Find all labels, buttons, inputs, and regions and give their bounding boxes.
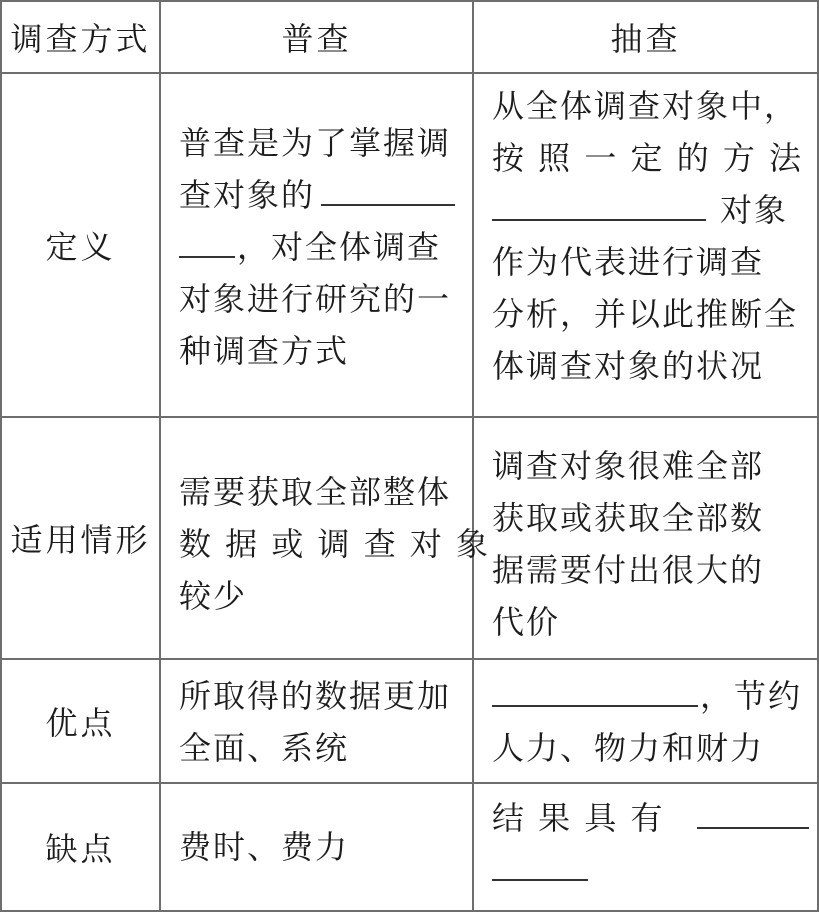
census-adv-line2: 全面、系统 <box>179 729 350 767</box>
census-definition-cell <box>161 74 474 418</box>
census-applicable-cell <box>161 418 491 660</box>
header-census <box>161 0 474 74</box>
sample-def-line5: 分析，并以此推断全 <box>492 295 799 333</box>
census-def-line4: 对象进行研究的一 <box>179 280 452 318</box>
sample-adv-line1 <box>492 670 801 722</box>
sample-def-line1: 从全体调查对象中， <box>492 87 799 125</box>
sampling-disadvantages-cell <box>474 784 819 912</box>
row-label-definition <box>0 74 161 418</box>
census-app-line1: 需要获取全部整体 <box>179 473 452 511</box>
definition-label: 定义 <box>45 228 116 266</box>
sample-def-line4: 作为代表进行调查 <box>492 243 765 281</box>
census-app-line2: 数 据 或 调 查 对 象 <box>179 525 491 563</box>
fill-blank <box>492 218 706 221</box>
fill-blank <box>179 255 235 258</box>
census-adv-line1: 所取得的数据更加 <box>179 677 452 715</box>
sample-app-line4: 代价 <box>492 603 561 641</box>
sample-def-line3 <box>492 184 801 236</box>
header-method <box>0 0 161 74</box>
header-method-label: 调查方式 <box>10 20 151 58</box>
header-sampling <box>474 0 819 74</box>
fill-blank <box>492 878 588 881</box>
fill-blank <box>492 704 698 707</box>
sample-dis-line1 <box>492 792 801 844</box>
applicable-label: 适用情形 <box>10 521 151 559</box>
census-def-text2: 查对象的 <box>179 176 316 214</box>
census-dis-line1: 费时、费力 <box>179 828 350 866</box>
sample-dis-text1: 结 果 具 有 <box>492 799 665 837</box>
sampling-applicable-cell <box>474 418 819 660</box>
disadvantages-label: 缺点 <box>45 830 116 868</box>
row-label-disadvantages <box>0 784 161 912</box>
row-label-applicable <box>0 418 161 660</box>
fill-blank <box>697 826 809 829</box>
sample-adv-text1: ，节约 <box>700 677 803 715</box>
row-label-advantages <box>0 660 161 784</box>
sample-adv-line2: 人力、物力和财力 <box>492 729 765 767</box>
sample-app-line2: 获取或获取全部数 <box>492 499 765 537</box>
sample-app-line1: 调查对象很难全部 <box>492 447 765 485</box>
advantages-label: 优点 <box>45 704 116 742</box>
census-app-line3: 较少 <box>179 577 248 615</box>
fill-blank <box>321 203 455 206</box>
census-def-line3 <box>179 221 456 273</box>
census-def-text3: ，对全体调查 <box>237 228 442 266</box>
sampling-definition-cell <box>474 74 819 418</box>
sample-def-text3: 对象 <box>720 191 789 229</box>
sample-app-line3: 据需要付出很大的 <box>492 551 765 589</box>
sample-def-line2: 按 照 一 定 的 方 法 <box>492 139 804 177</box>
census-def-line2 <box>179 169 456 221</box>
header-sampling-label: 抽查 <box>610 20 681 58</box>
header-census-label: 普查 <box>281 20 352 58</box>
census-disadvantages-cell <box>161 784 474 912</box>
census-def-line1: 普查是为了掌握调 <box>179 124 452 162</box>
sample-dis-line2 <box>492 844 801 896</box>
census-def-line5: 种调查方式 <box>179 332 350 370</box>
sample-def-line6: 体调查对象的状况 <box>492 347 765 385</box>
sampling-advantages-cell <box>474 660 819 784</box>
census-advantages-cell <box>161 660 474 784</box>
